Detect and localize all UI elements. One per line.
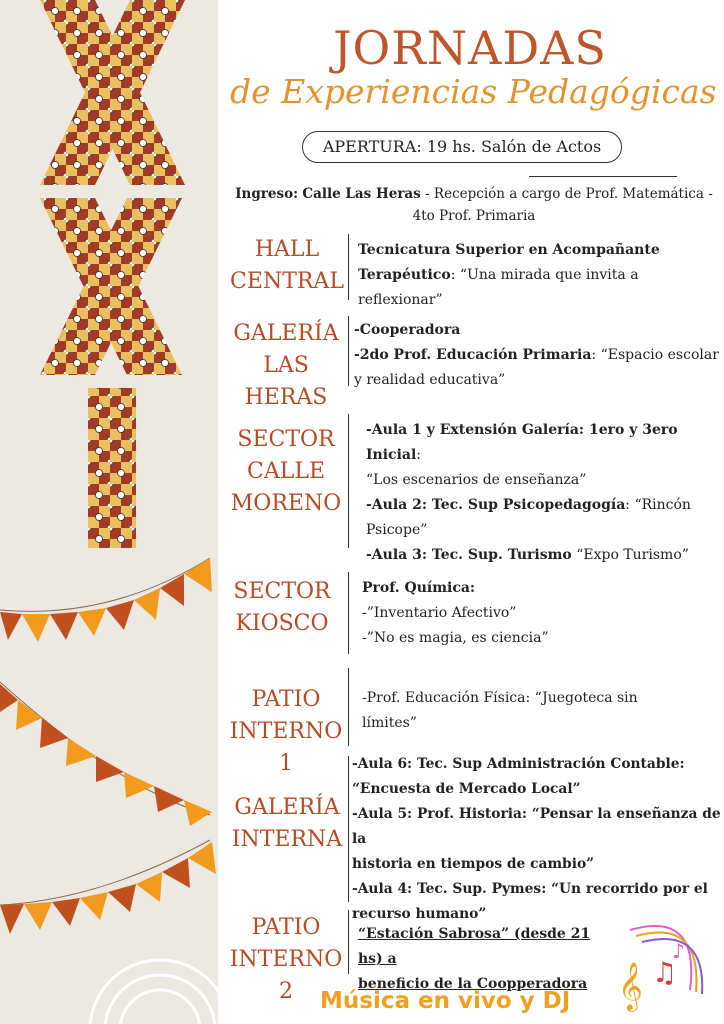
ingreso-info xyxy=(228,183,720,227)
section-title-line: CENTRAL xyxy=(230,269,344,294)
section-content-galeria-las-heras xyxy=(354,318,720,393)
section-content-sector-calle-moreno xyxy=(366,418,720,568)
section-title-line: CALLE xyxy=(247,459,325,484)
section-divider xyxy=(348,756,349,902)
section-line: “Estación Sabrosa” (desde 21 hs) a xyxy=(358,926,591,967)
section-line-bold: -Aula 1 y Extensión Galería: 1ero y 3ero Inicial xyxy=(366,422,678,463)
section-title-line: HALL xyxy=(254,237,320,262)
section-line: beneficio de la Coopperadora xyxy=(358,976,588,992)
section-line: y realidad educativa” xyxy=(354,372,506,388)
section-line: : “Rincón xyxy=(625,497,691,513)
section-content-patio-interno-1 xyxy=(362,686,720,736)
section-line: -Aula 5: Prof. Historia: “Pensar la enseñanza de la xyxy=(352,806,721,847)
ingreso-label: Ingreso: xyxy=(235,186,299,202)
section-title-line: INTERNO 2 xyxy=(229,947,343,1004)
svg-text:♫: ♫ xyxy=(652,956,678,989)
section-title-line: SECTOR xyxy=(233,579,331,604)
section-line: Tecnicatura Superior en Acompañante xyxy=(358,242,660,258)
section-line: : “Una mirada que invita a reflexionar” xyxy=(358,267,639,308)
section-title-galeria-interna xyxy=(228,792,346,856)
section-divider xyxy=(348,234,349,300)
section-line: límites” xyxy=(362,715,417,731)
musica-en-vivo-label: Música en vivo y DJ xyxy=(320,988,571,1014)
section-line-bold: -2do Prof. Educación Primaria xyxy=(354,347,592,363)
svg-text:𝄞: 𝄞 xyxy=(618,961,643,1010)
section-line-bold: -Aula 2: Tec. Sup Psicopedagogía xyxy=(366,497,626,513)
section-title-line: SECTOR xyxy=(237,427,335,452)
section-title-line: INTERNO 1 xyxy=(229,719,343,776)
divider-line xyxy=(529,176,677,177)
section-title-line: LAS HERAS xyxy=(244,353,328,410)
section-line: “Encuesta de Mercado Local” xyxy=(352,781,581,797)
section-line: “Los escenarios de enseñanza” xyxy=(366,472,587,488)
section-line: : “Espacio escolar xyxy=(591,347,719,363)
bunting-flags-3 xyxy=(0,842,216,934)
apertura-badge: APERTURA: 19 hs. Salón de Actos xyxy=(302,131,622,163)
section-divider xyxy=(348,910,349,974)
section-title-line: PATIO xyxy=(251,915,321,940)
letter-x-1 xyxy=(40,0,185,185)
section-line-bold: Prof. Química: xyxy=(362,580,476,596)
section-line: “Expo Turismo” xyxy=(571,547,689,563)
section-line: Psicope” xyxy=(366,522,428,538)
section-divider xyxy=(348,572,349,654)
section-title-hall-central xyxy=(226,234,348,298)
section-title-line: GALERÍA xyxy=(233,321,339,346)
ingreso-street: Calle Las Heras xyxy=(302,186,421,202)
section-line: : xyxy=(416,447,421,463)
decorative-circles xyxy=(90,960,230,1024)
section-title-line: PATIO xyxy=(251,687,321,712)
section-title-patio-interno-1 xyxy=(222,684,350,780)
section-title-line: INTERNA xyxy=(231,827,343,852)
section-content-patio-interno-2 xyxy=(358,922,618,997)
section-divider xyxy=(348,668,349,746)
section-divider xyxy=(348,316,349,386)
section-line: historia en tiempos de cambio” xyxy=(352,856,595,872)
section-line-bold: -Cooperadora xyxy=(354,322,461,338)
section-title-galeria-las-heras xyxy=(222,318,350,414)
section-line: -Aula 4: Tec. Sup. Pymes: “Un recorrido por el xyxy=(352,881,708,897)
section-content-galeria-interna xyxy=(352,752,722,927)
bunting-flags-1 xyxy=(0,558,212,642)
section-title-sector-kiosco xyxy=(222,576,342,640)
section-line: -”Inventario Afectivo” xyxy=(362,605,517,621)
section-content-sector-kiosco xyxy=(362,576,720,651)
music-notes-icon xyxy=(618,926,702,1012)
section-line: -Aula 6: Tec. Sup Administración Contable: xyxy=(352,756,685,772)
section-line-bold: Terapéutico xyxy=(358,267,451,283)
ingreso-text: - Recepción a cargo de Prof. Matemática - 4to Prof. Primaria xyxy=(412,186,713,224)
section-line: -”No es magia, es ciencia” xyxy=(362,630,549,646)
section-line: recurso humano” xyxy=(352,906,487,922)
section-content-hall-central xyxy=(358,238,720,313)
svg-text:♪: ♪ xyxy=(672,939,685,963)
section-line: -Prof. Educación Física: “Juegoteca sin xyxy=(362,690,638,706)
section-title-line: MORENO xyxy=(230,491,342,516)
letter-x-2 xyxy=(40,198,182,375)
section-title-line: KIOSCO xyxy=(235,611,329,636)
header xyxy=(230,21,717,112)
page-title: JORNADAS xyxy=(333,21,607,75)
letter-i xyxy=(88,388,136,548)
section-title-line: GALERÍA xyxy=(234,795,340,820)
section-title-sector-calle-moreno xyxy=(222,424,350,520)
section-line-bold: -Aula 3: Tec. Sup. Turismo xyxy=(366,547,572,563)
section-divider xyxy=(348,414,349,548)
page-subtitle: de Experiencias Pedagógicas xyxy=(230,72,717,111)
